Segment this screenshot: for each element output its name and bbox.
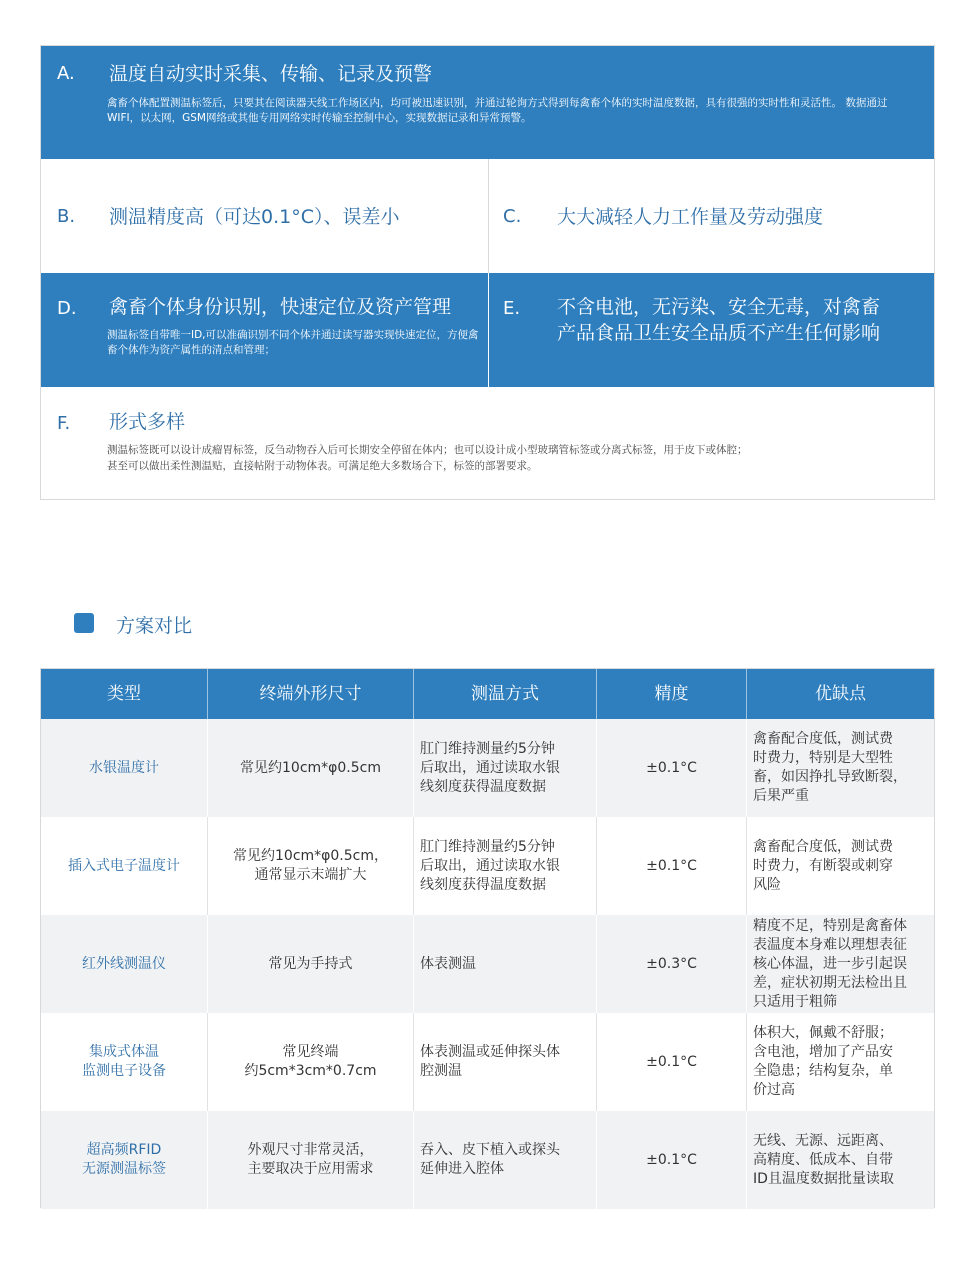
cell-text-line: 监测电子设备 [82, 1063, 166, 1079]
feature-e [489, 273, 934, 387]
cell-precision [597, 817, 747, 915]
cell-text-line: 无源测温标签 [82, 1161, 166, 1177]
feature-c-letter: C. [503, 206, 522, 227]
cell-type [41, 1013, 208, 1111]
feature-f-desc-line2: 甚至可以做出柔性测温贴，直接帖附于动物体表。可满足绝大多数场合下，标签的部署要求。 [107, 460, 538, 472]
cell-text-line: 时费力，特别是大型牲 [753, 750, 893, 766]
cell-text-line: 肛门维持测量约5分钟 [420, 838, 555, 855]
cell-pros-cons [747, 1111, 934, 1209]
cell-text-line: ±0.1°C [646, 759, 697, 776]
feature-grid [40, 45, 935, 500]
feature-a [41, 46, 934, 159]
cell-text-line: 常见约10cm*φ0.5cm， [233, 848, 388, 864]
cell-text-line: 只适用于粗筛 [753, 993, 837, 1010]
feature-d-title: 禽畜个体身份识别，快速定位及资产管理 [109, 296, 452, 318]
cell-size [208, 817, 414, 915]
feature-d-desc: 测温标签自带唯一ID,可以准确识别不同个体并通过读写器实现快速定位，方便禽畜个体作为资产属性的清点和管理； [107, 329, 479, 356]
cell-precision [597, 1013, 747, 1111]
table-header [41, 669, 934, 719]
cell-text-line: 外观尺寸非常灵活， [247, 1142, 374, 1158]
cell-text-line: 线刻度获得温度数据 [420, 876, 546, 893]
cell-text-line: 常见约10cm*φ0.5cm [240, 759, 381, 776]
square-icon [74, 613, 94, 633]
cell-text-line: 肛门维持测量约5分钟 [420, 740, 555, 757]
cell-text-line: ±0.1°C [646, 1053, 697, 1070]
header-size: 终端外形尺寸 [208, 669, 414, 719]
cell-method [414, 817, 597, 915]
feature-c-title: 大大减轻人力工作量及劳动强度 [557, 206, 824, 228]
table-row [41, 719, 934, 817]
cell-method [414, 915, 597, 1013]
cell-text-line: 体积大，佩戴不舒服； [753, 1025, 893, 1041]
cell-size [208, 719, 414, 817]
header-precision: 精度 [597, 669, 747, 719]
cell-pros-cons [747, 719, 934, 817]
table-row [41, 915, 934, 1013]
cell-size [208, 1013, 414, 1111]
header-method: 测温方式 [414, 669, 597, 719]
feature-b-letter: B. [57, 206, 76, 227]
cell-text-line: 价过高 [753, 1082, 795, 1098]
cell-method [414, 719, 597, 817]
cell-text-line: 吞入、皮下植入或探头 [420, 1142, 560, 1158]
cell-text-line: 核心体温，进一步引起误 [753, 955, 907, 972]
cell-text-line: 全隐患；结构复杂，单 [753, 1063, 893, 1079]
cell-text-line: 体表测温或延伸探头体 [420, 1044, 560, 1060]
cell-text-line: ±0.3°C [646, 955, 697, 972]
cell-text-line: 通常显示末端扩大 [254, 867, 367, 883]
cell-pros-cons [747, 817, 934, 915]
cell-type [41, 719, 208, 817]
header-pros-cons: 优缺点 [815, 684, 866, 704]
feature-b [41, 159, 488, 273]
feature-e-letter: E. [503, 298, 521, 319]
cell-text-line: 水银温度计 [89, 759, 159, 776]
cell-text-line: 禽畜配合度低，测试费 [753, 731, 893, 747]
cell-text-line: 延伸进入腔体 [420, 1161, 504, 1177]
cell-pros-cons [747, 915, 934, 1013]
comparison-table [40, 668, 935, 1208]
table-row [41, 1013, 934, 1111]
cell-text-line: ID且温度数据批量读取 [753, 1170, 894, 1187]
cell-text-line: 禽畜配合度低，测试费 [753, 838, 893, 855]
cell-text-line: 主要取决于应用需求 [247, 1161, 374, 1177]
cell-text-line: 约5cm*3cm*0.7cm [244, 1063, 377, 1079]
cell-text-line: 高精度、低成本、自带 [753, 1151, 893, 1168]
feature-a-desc: 禽畜个体配置测温标签后，只要其在阅读器天线工作场区内，均可被迅速识别，并通过轮询方式得到每禽畜个体的实时温度数据，具有很强的实时性和灵活性。 数据通过WIFI，以太网，GSM网络或其他专用网络实时传输至控制中心，实现数据记录和异常预警。 [107, 97, 888, 124]
cell-type [41, 915, 208, 1013]
cell-type [41, 817, 208, 915]
feature-f [41, 387, 934, 499]
cell-text-line: 超高频RFID [86, 1142, 162, 1158]
cell-text-line: 后果严重 [753, 788, 809, 804]
feature-b-title: 测温精度高（可达0.1°C）、误差小 [109, 206, 400, 228]
cell-text-line: 腔测温 [420, 1063, 462, 1079]
feature-e-title-line2: 产品食品卫生安全品质不产生任何影响 [557, 322, 881, 344]
cell-precision [597, 915, 747, 1013]
cell-text-line: 精度不足，特别是禽畜体 [753, 917, 907, 934]
table-row [41, 817, 934, 915]
cell-pros-cons [747, 1013, 934, 1111]
table-row [41, 1111, 934, 1209]
cell-precision [597, 1111, 747, 1209]
cell-text-line: 后取出，通过读取水银 [420, 857, 560, 874]
cell-text-line: 线刻度获得温度数据 [420, 778, 546, 795]
cell-text-line: 常见为手持式 [268, 955, 353, 972]
cell-text-line: 风险 [753, 876, 781, 893]
cell-text-line: 常见终端 [282, 1044, 339, 1060]
feature-c [489, 159, 934, 273]
cell-precision [597, 719, 747, 817]
cell-type [41, 1111, 208, 1209]
feature-e-title-line1: 不含电池，无污染、安全无毒，对禽畜 [557, 296, 881, 318]
cell-text-line: 含电池，增加了产品安 [753, 1044, 893, 1060]
feature-a-letter: A. [57, 63, 75, 84]
cell-size [208, 1111, 414, 1209]
cell-text-line: 红外线测温仪 [82, 955, 166, 972]
cell-method [414, 1111, 597, 1209]
cell-text-line: 集成式体温 [89, 1044, 159, 1060]
cell-text-line: 插入式电子温度计 [68, 857, 180, 874]
feature-d [41, 273, 488, 387]
cell-text-line: ±0.1°C [646, 857, 697, 874]
feature-f-letter: F. [57, 413, 71, 434]
cell-text-line: 无线、无源、远距离、 [753, 1132, 893, 1149]
section-title: 方案对比 [116, 615, 193, 637]
feature-d-letter: D. [57, 298, 77, 319]
cell-method [414, 1013, 597, 1111]
cell-text-line: 后取出，通过读取水银 [420, 759, 560, 776]
cell-text-line: 畜，如因挣扎导致断裂， [753, 769, 907, 785]
cell-text-line: 时费力，有断裂或刺穿 [753, 857, 893, 874]
feature-f-title: 形式多样 [109, 411, 186, 433]
cell-size [208, 915, 414, 1013]
cell-text-line: 体表测温 [420, 955, 476, 972]
feature-a-title: 温度自动实时采集、传输、记录及预警 [109, 63, 433, 85]
cell-text-line: 差，症状初期无法检出且 [753, 974, 907, 991]
feature-f-desc-line1: 测温标签既可以设计成瘤胃标签，反刍动物吞入后可长期安全停留在体内；也可以设计成小型玻璃管标签或分离式标签，用于皮下或体腔； [107, 444, 748, 456]
header-type: 类型 [41, 669, 208, 719]
cell-text-line: 表温度本身难以理想表征 [753, 936, 907, 953]
cell-text-line: ±0.1°C [646, 1151, 697, 1168]
